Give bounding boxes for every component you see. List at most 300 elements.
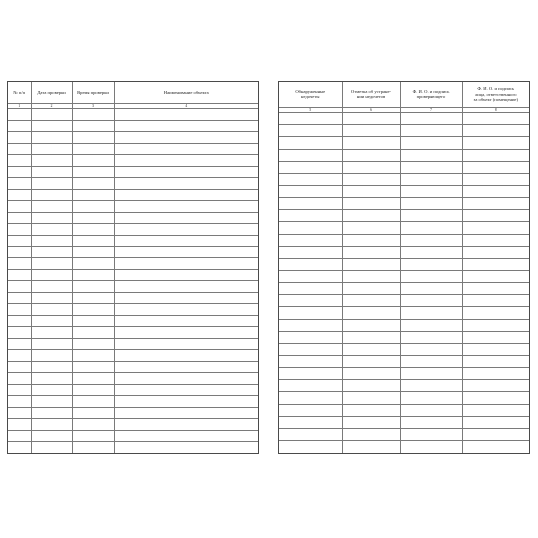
table-cell (114, 166, 258, 177)
table-cell (8, 396, 31, 407)
table-row (279, 319, 529, 331)
column-number: 2 (31, 104, 72, 109)
header-inspector-signature: Ф. И. О. и подпись проверяющего (400, 82, 462, 107)
table-cell (72, 212, 114, 223)
table-cell (462, 307, 529, 319)
header-row-number: № п/п (8, 82, 31, 104)
table-cell (72, 258, 114, 269)
table-cell (31, 247, 72, 258)
table-cell (342, 392, 400, 404)
table-row (8, 373, 258, 384)
table-cell (462, 161, 529, 173)
table-cell (114, 258, 258, 269)
table-cell (72, 407, 114, 418)
table-cell (8, 292, 31, 303)
table-row (8, 327, 258, 338)
table-cell (31, 109, 72, 120)
table-cell (400, 222, 462, 234)
table-cell (342, 258, 400, 270)
table-cell (8, 155, 31, 166)
table-cell (279, 186, 342, 198)
table-row (8, 224, 258, 235)
table-row (279, 113, 529, 125)
table-cell (72, 224, 114, 235)
table-cell (114, 419, 258, 430)
table-cell (114, 304, 258, 315)
table-cell (114, 361, 258, 372)
table-cell (279, 271, 342, 283)
table-cell (31, 327, 72, 338)
table-cell (72, 189, 114, 200)
table-cell (342, 319, 400, 331)
table-cell (114, 269, 258, 280)
table-row (8, 155, 258, 166)
table-cell (72, 430, 114, 441)
table-cell (72, 109, 114, 120)
table-cell (114, 350, 258, 361)
table-cell (72, 441, 114, 453)
table-cell (72, 155, 114, 166)
table-cell (400, 404, 462, 416)
table-cell (342, 222, 400, 234)
table-cell (342, 343, 400, 355)
table-cell (462, 113, 529, 125)
table-row (8, 178, 258, 189)
table-cell (400, 416, 462, 428)
table-row (8, 132, 258, 143)
table-cell (462, 222, 529, 234)
column-number: 5 (279, 107, 342, 112)
table-cell (31, 441, 72, 453)
table-cell (114, 132, 258, 143)
table-cell (400, 210, 462, 222)
table-row (8, 304, 258, 315)
table-row (279, 173, 529, 185)
table-cell (462, 295, 529, 307)
table-cell (279, 440, 342, 453)
table-cell (72, 384, 114, 395)
table-cell (31, 258, 72, 269)
table-row (8, 166, 258, 177)
table-cell (31, 281, 72, 292)
table-row (8, 235, 258, 246)
table-cell (31, 350, 72, 361)
table-row (8, 143, 258, 154)
table-cell (31, 224, 72, 235)
table-cell (72, 327, 114, 338)
table-row (8, 212, 258, 223)
table-cell (31, 304, 72, 315)
table-cell (342, 440, 400, 453)
header-object-name: Наименование объекта (114, 82, 258, 104)
table-row (279, 137, 529, 149)
table-cell (8, 189, 31, 200)
table-cell (8, 419, 31, 430)
table-cell (279, 355, 342, 367)
table-cell (31, 132, 72, 143)
table-cell (72, 143, 114, 154)
table-row (8, 189, 258, 200)
table-row (8, 441, 258, 453)
table-cell (279, 258, 342, 270)
header-row (279, 82, 529, 107)
table-cell (342, 125, 400, 137)
table-cell (72, 315, 114, 326)
table-cell (8, 441, 31, 453)
table-cell (31, 120, 72, 131)
table-cell (400, 368, 462, 380)
table-cell (400, 125, 462, 137)
table-row (8, 396, 258, 407)
table-cell (462, 173, 529, 185)
table-cell (279, 161, 342, 173)
table-cell (279, 404, 342, 416)
table-cell (31, 235, 72, 246)
table-cell (400, 319, 462, 331)
table-cell (72, 235, 114, 246)
table-cell (31, 338, 72, 349)
table-cell (8, 430, 31, 441)
table-cell (31, 212, 72, 223)
table-row (8, 281, 258, 292)
table-cell (342, 428, 400, 440)
table-cell (279, 137, 342, 149)
table-cell (342, 234, 400, 246)
table-cell (114, 373, 258, 384)
table-cell (342, 307, 400, 319)
table-cell (114, 281, 258, 292)
table-row (279, 428, 529, 440)
table-row (279, 404, 529, 416)
table-cell (31, 201, 72, 212)
table-cell (31, 292, 72, 303)
table-row (279, 161, 529, 173)
table-cell (279, 295, 342, 307)
table-cell (279, 246, 342, 258)
table-cell (462, 149, 529, 161)
table-cell (8, 350, 31, 361)
table-cell (8, 304, 31, 315)
table-cell (31, 189, 72, 200)
table-row (279, 307, 529, 319)
table-cell (114, 120, 258, 131)
table-cell (342, 271, 400, 283)
table-cell (342, 210, 400, 222)
table-cell (342, 149, 400, 161)
table-cell (31, 430, 72, 441)
right-table-body (279, 113, 529, 453)
table-row (279, 368, 529, 380)
table-cell (31, 166, 72, 177)
table-row (279, 246, 529, 258)
column-number: 4 (114, 104, 258, 109)
table-cell (31, 178, 72, 189)
table-cell (279, 380, 342, 392)
table-row (8, 430, 258, 441)
column-number: 6 (342, 107, 400, 112)
table-cell (8, 315, 31, 326)
table-cell (114, 143, 258, 154)
table-cell (462, 392, 529, 404)
table-cell (31, 419, 72, 430)
table-cell (114, 178, 258, 189)
table-cell (279, 283, 342, 295)
table-cell (8, 109, 31, 120)
table-cell (400, 331, 462, 343)
table-cell (462, 368, 529, 380)
table-cell (279, 198, 342, 210)
table-cell (72, 396, 114, 407)
table-cell (8, 269, 31, 280)
table-cell (400, 149, 462, 161)
table-cell (8, 235, 31, 246)
table-cell (400, 186, 462, 198)
table-cell (72, 304, 114, 315)
table-row (8, 361, 258, 372)
table-cell (462, 137, 529, 149)
table-cell (114, 315, 258, 326)
table-row (279, 271, 529, 283)
table-cell (114, 407, 258, 418)
table-cell (462, 404, 529, 416)
table-cell (279, 428, 342, 440)
table-cell (114, 235, 258, 246)
table-cell (462, 210, 529, 222)
table-cell (114, 247, 258, 258)
table-cell (114, 155, 258, 166)
table-cell (462, 343, 529, 355)
table-cell (342, 380, 400, 392)
table-cell (279, 368, 342, 380)
table-row (8, 350, 258, 361)
table-row (8, 384, 258, 395)
table-cell (400, 380, 462, 392)
table-row (279, 440, 529, 453)
table-cell (462, 246, 529, 258)
table-cell (114, 189, 258, 200)
table-cell (400, 246, 462, 258)
table-cell (400, 392, 462, 404)
table-cell (462, 258, 529, 270)
table-row (279, 380, 529, 392)
table-row (279, 125, 529, 137)
table-row (279, 331, 529, 343)
table-cell (279, 392, 342, 404)
table-cell (279, 210, 342, 222)
table-row (279, 258, 529, 270)
table-row (8, 247, 258, 258)
table-cell (8, 407, 31, 418)
table-cell (8, 373, 31, 384)
table-cell (462, 416, 529, 428)
header-check-date: Дата проверки (31, 82, 72, 104)
table-cell (462, 355, 529, 367)
table-cell (462, 319, 529, 331)
table-cell (8, 361, 31, 372)
table-cell (462, 380, 529, 392)
table-cell (8, 384, 31, 395)
table-cell (279, 307, 342, 319)
table-cell (72, 361, 114, 372)
table-row (279, 210, 529, 222)
left-page (7, 81, 259, 454)
table-cell (72, 338, 114, 349)
table-cell (114, 109, 258, 120)
table-cell (342, 161, 400, 173)
table-row (279, 343, 529, 355)
column-number: 7 (400, 107, 462, 112)
table-row (279, 234, 529, 246)
table-cell (279, 222, 342, 234)
table-cell (72, 419, 114, 430)
table-cell (8, 327, 31, 338)
table-cell (279, 319, 342, 331)
table-cell (400, 428, 462, 440)
table-cell (72, 247, 114, 258)
table-cell (279, 343, 342, 355)
table-cell (400, 258, 462, 270)
table-cell (279, 149, 342, 161)
table-row (279, 149, 529, 161)
table-cell (8, 258, 31, 269)
table-cell (31, 315, 72, 326)
table-cell (400, 283, 462, 295)
table-cell (400, 234, 462, 246)
table-cell (31, 143, 72, 154)
table-cell (342, 246, 400, 258)
table-cell (462, 125, 529, 137)
table-cell (279, 125, 342, 137)
table-cell (8, 201, 31, 212)
table-row (8, 269, 258, 280)
table-cell (342, 295, 400, 307)
table-cell (72, 373, 114, 384)
table-cell (279, 331, 342, 343)
table-cell (462, 186, 529, 198)
table-cell (72, 132, 114, 143)
table-row (279, 186, 529, 198)
table-cell (8, 281, 31, 292)
table-row (8, 338, 258, 349)
table-cell (114, 441, 258, 453)
table-row (279, 283, 529, 295)
table-cell (72, 166, 114, 177)
table-cell (462, 271, 529, 283)
table-cell (8, 132, 31, 143)
header-responsible-signature: Ф. И. О. и подпись лица, ответственного за объект (помещение) (462, 82, 529, 107)
table-cell (279, 234, 342, 246)
table-cell (462, 428, 529, 440)
table-cell (114, 430, 258, 441)
table-cell (8, 178, 31, 189)
table-cell (31, 373, 72, 384)
table-cell (72, 269, 114, 280)
right-log-table (279, 82, 529, 453)
table-cell (400, 295, 462, 307)
table-row (8, 292, 258, 303)
table-cell (342, 198, 400, 210)
table-cell (8, 166, 31, 177)
table-cell (31, 361, 72, 372)
table-cell (400, 355, 462, 367)
table-cell (342, 355, 400, 367)
table-cell (400, 113, 462, 125)
table-cell (114, 327, 258, 338)
table-cell (462, 283, 529, 295)
table-cell (8, 247, 31, 258)
table-cell (114, 396, 258, 407)
table-cell (462, 234, 529, 246)
table-cell (31, 396, 72, 407)
table-cell (72, 201, 114, 212)
table-cell (8, 120, 31, 131)
table-cell (400, 343, 462, 355)
table-cell (72, 120, 114, 131)
table-cell (342, 368, 400, 380)
table-row (8, 315, 258, 326)
table-cell (8, 143, 31, 154)
table-cell (462, 198, 529, 210)
left-table-body (8, 109, 258, 453)
table-cell (462, 440, 529, 453)
table-cell (72, 281, 114, 292)
table-cell (342, 113, 400, 125)
table-row (8, 419, 258, 430)
table-row (8, 109, 258, 120)
table-cell (342, 283, 400, 295)
left-log-table (8, 82, 258, 453)
table-cell (72, 350, 114, 361)
table-row (279, 355, 529, 367)
table-cell (279, 173, 342, 185)
table-cell (114, 201, 258, 212)
table-row (279, 222, 529, 234)
table-cell (400, 161, 462, 173)
header-defects-found: Обнаруженные недочеты (279, 82, 342, 107)
table-cell (114, 212, 258, 223)
table-cell (114, 384, 258, 395)
table-row (8, 120, 258, 131)
table-row (279, 416, 529, 428)
table-cell (342, 137, 400, 149)
table-row (8, 258, 258, 269)
table-cell (400, 198, 462, 210)
header-row (8, 82, 258, 104)
table-cell (114, 292, 258, 303)
table-cell (400, 307, 462, 319)
table-cell (342, 404, 400, 416)
table-cell (31, 407, 72, 418)
column-number: 3 (72, 104, 114, 109)
table-cell (342, 173, 400, 185)
table-row (8, 407, 258, 418)
header-defects-fixed: Отметка об устране- нии недочетов (342, 82, 400, 107)
header-check-time: Время проверки (72, 82, 114, 104)
right-page (278, 81, 530, 454)
table-cell (8, 224, 31, 235)
table-row (279, 295, 529, 307)
table-cell (8, 212, 31, 223)
table-cell (400, 440, 462, 453)
table-cell (72, 178, 114, 189)
table-cell (72, 292, 114, 303)
table-cell (342, 331, 400, 343)
table-cell (31, 384, 72, 395)
table-cell (114, 224, 258, 235)
table-cell (31, 269, 72, 280)
column-number: 1 (8, 104, 31, 109)
table-cell (279, 416, 342, 428)
